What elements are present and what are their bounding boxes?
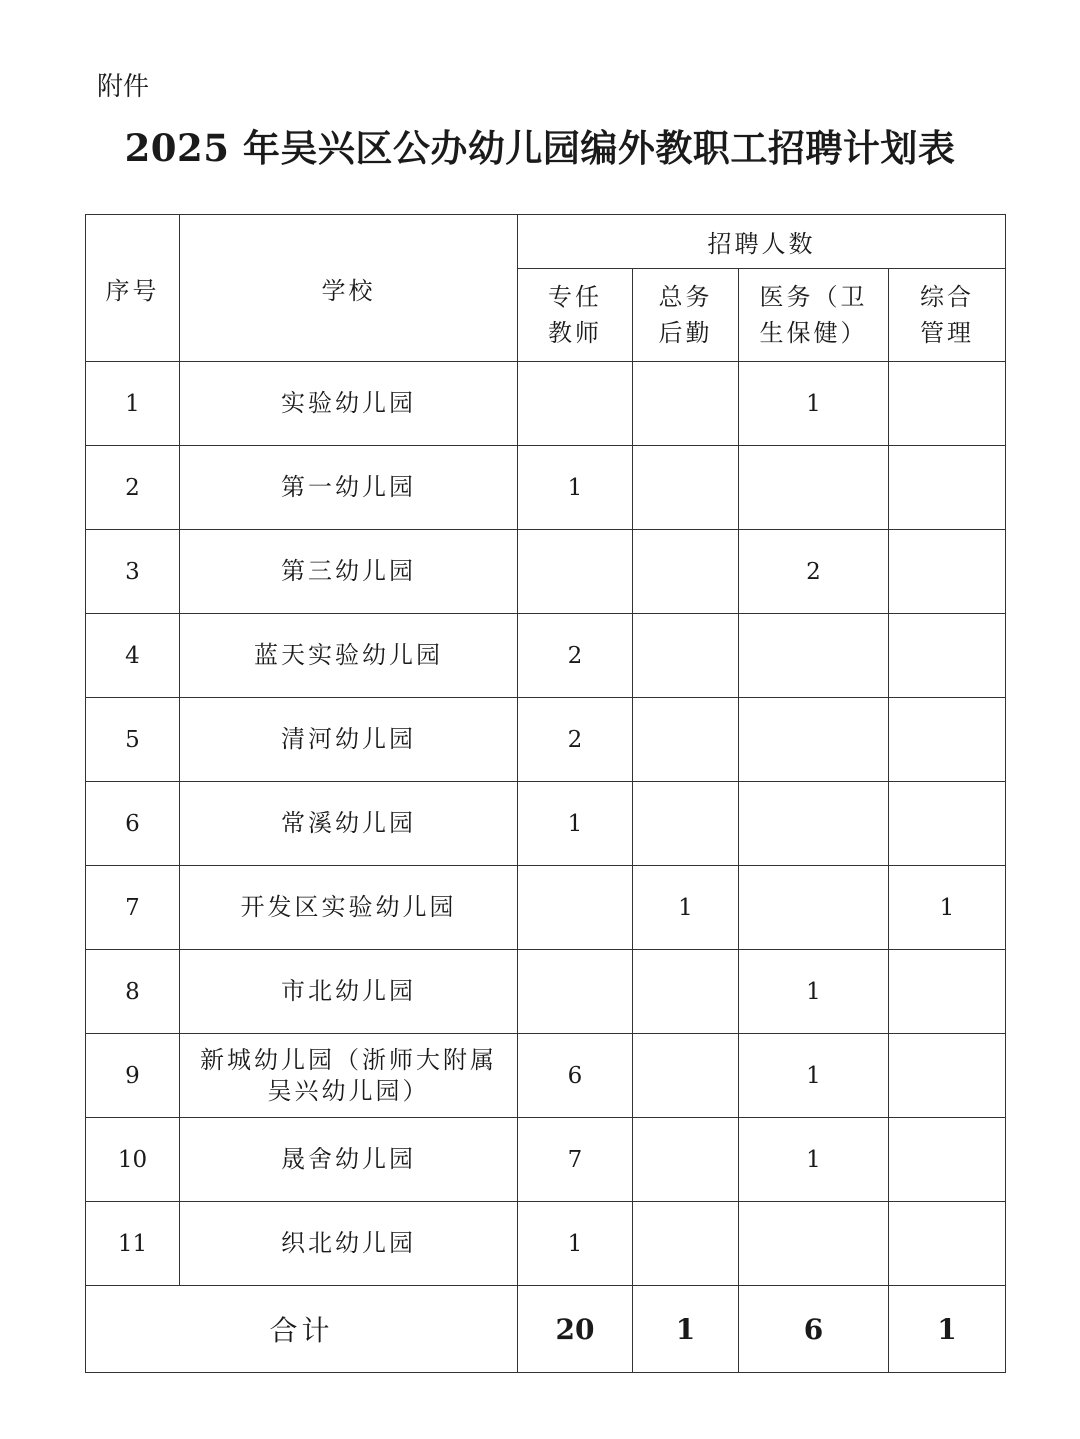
row-general-management — [889, 362, 1006, 446]
row-general-logistics — [633, 1034, 739, 1118]
table-row — [86, 698, 1006, 782]
header-index: 序号 — [86, 215, 180, 362]
total-general-logistics: 1 — [633, 1286, 739, 1373]
row-general-management — [889, 1034, 1006, 1118]
total-medical-health: 6 — [739, 1286, 889, 1373]
row-school: 常溪幼儿园 — [180, 782, 518, 866]
row-full-time-teacher — [518, 866, 633, 950]
row-general-logistics — [633, 698, 739, 782]
row-school: 织北幼儿园 — [180, 1202, 518, 1286]
row-index: 8 — [86, 950, 180, 1034]
row-index: 5 — [86, 698, 180, 782]
table-row — [86, 782, 1006, 866]
row-full-time-teacher: 1 — [518, 782, 633, 866]
document-title: 2025 年吴兴区公办幼儿园编外教职工招聘计划表 — [124, 126, 956, 170]
row-school: 新城幼儿园（浙师大附属吴兴幼儿园） — [180, 1034, 518, 1118]
table-row — [86, 950, 1006, 1034]
row-general-logistics — [633, 614, 739, 698]
row-general-management — [889, 1202, 1006, 1286]
table-row — [86, 866, 1006, 950]
row-medical-health: 1 — [739, 1034, 889, 1118]
row-school: 第三幼儿园 — [180, 530, 518, 614]
table-row — [86, 1034, 1006, 1118]
table-row — [86, 1202, 1006, 1286]
row-medical-health — [739, 614, 889, 698]
row-index: 3 — [86, 530, 180, 614]
row-medical-health — [739, 698, 889, 782]
row-full-time-teacher: 6 — [518, 1034, 633, 1118]
row-medical-health: 1 — [739, 950, 889, 1034]
row-medical-health: 1 — [739, 362, 889, 446]
header-general-management: 综合管理 — [889, 269, 1006, 362]
row-medical-health: 1 — [739, 1118, 889, 1202]
row-index: 11 — [86, 1202, 180, 1286]
row-index: 2 — [86, 446, 180, 530]
row-school: 第一幼儿园 — [180, 446, 518, 530]
row-medical-health — [739, 866, 889, 950]
row-general-management — [889, 1118, 1006, 1202]
row-general-management — [889, 614, 1006, 698]
row-full-time-teacher: 2 — [518, 614, 633, 698]
row-school: 晟舍幼儿园 — [180, 1118, 518, 1202]
row-general-logistics — [633, 950, 739, 1034]
header-medical-health: 医务（卫生保健） — [739, 269, 889, 362]
row-index: 4 — [86, 614, 180, 698]
row-index: 10 — [86, 1118, 180, 1202]
table-row — [86, 530, 1006, 614]
row-full-time-teacher — [518, 950, 633, 1034]
row-medical-health — [739, 1202, 889, 1286]
header-school: 学校 — [180, 215, 518, 362]
row-general-management — [889, 530, 1006, 614]
table-row — [86, 1118, 1006, 1202]
table-row — [86, 446, 1006, 530]
row-index: 6 — [86, 782, 180, 866]
row-general-logistics — [633, 1118, 739, 1202]
row-general-logistics — [633, 1202, 739, 1286]
row-general-management — [889, 782, 1006, 866]
row-general-logistics — [633, 362, 739, 446]
row-general-management — [889, 446, 1006, 530]
row-school: 开发区实验幼儿园 — [180, 866, 518, 950]
row-general-logistics — [633, 446, 739, 530]
total-full-time-teacher: 20 — [518, 1286, 633, 1373]
row-school: 实验幼儿园 — [180, 362, 518, 446]
row-index: 7 — [86, 866, 180, 950]
row-full-time-teacher: 1 — [518, 1202, 633, 1286]
row-full-time-teacher: 7 — [518, 1118, 633, 1202]
total-row — [86, 1286, 1006, 1373]
row-school: 市北幼儿园 — [180, 950, 518, 1034]
header-general-logistics: 总务后勤 — [633, 269, 739, 362]
recruitment-plan-table — [85, 214, 1006, 1373]
row-index: 1 — [86, 362, 180, 446]
header-recruit-count: 招聘人数 — [518, 215, 1006, 269]
table-row — [86, 362, 1006, 446]
row-medical-health — [739, 782, 889, 866]
row-medical-health — [739, 446, 889, 530]
row-full-time-teacher — [518, 362, 633, 446]
row-school: 清河幼儿园 — [180, 698, 518, 782]
total-label: 合计 — [86, 1286, 518, 1373]
row-full-time-teacher: 2 — [518, 698, 633, 782]
annex-label: 附件 — [97, 72, 150, 102]
row-general-management — [889, 950, 1006, 1034]
row-general-management — [889, 698, 1006, 782]
row-general-logistics: 1 — [633, 866, 739, 950]
row-full-time-teacher — [518, 530, 633, 614]
row-general-logistics — [633, 530, 739, 614]
row-general-logistics — [633, 782, 739, 866]
table-row — [86, 614, 1006, 698]
row-medical-health: 2 — [739, 530, 889, 614]
row-general-management: 1 — [889, 866, 1006, 950]
header-full-time-teacher: 专任教师 — [518, 269, 633, 362]
header-row-group — [86, 215, 1006, 269]
row-full-time-teacher: 1 — [518, 446, 633, 530]
row-index: 9 — [86, 1034, 180, 1118]
total-general-management: 1 — [889, 1286, 1006, 1373]
row-school: 蓝天实验幼儿园 — [180, 614, 518, 698]
